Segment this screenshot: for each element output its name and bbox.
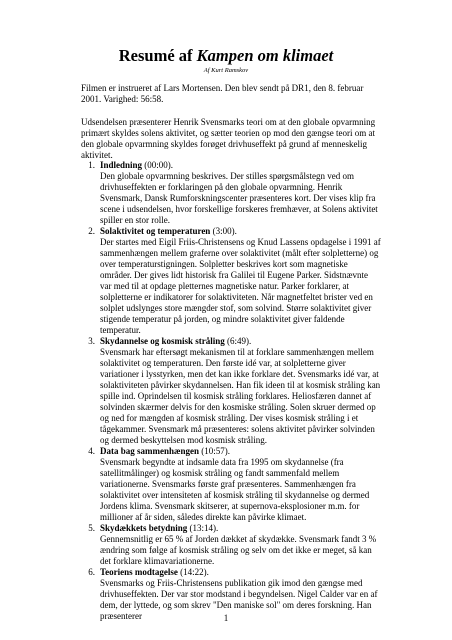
section-heading: Skydannelse og kosmisk stråling (100, 336, 225, 346)
title-italic: Kampen om klimaet (196, 46, 334, 65)
section-time: (6:49). (227, 336, 252, 346)
intro-paragraph: Filmen er instrueret af Lars Mortensen. Den blev sendt på DR1, den 8. februar 2001. Varighed: 56:58. (81, 83, 364, 104)
section-item (81, 523, 381, 567)
section-item (81, 336, 381, 446)
section-number: 3. (88, 336, 95, 346)
section-number: 5. (88, 523, 95, 533)
section-heading: Data bag sammenhængen (100, 446, 200, 456)
section-body: Gennemsnitlig er 65 % af Jorden dækket af skydække. Svensmark fandt 3 % ændring som følge af kosmisk stråling og selv om det ikke er meget, så kan det forklare klimavariationerne. (100, 534, 377, 566)
section-list (81, 160, 381, 622)
section-heading: Solaktivitet og temperaturen (100, 226, 211, 236)
section-time: (13:14). (189, 523, 219, 533)
section-item (81, 160, 381, 226)
title-prefix: Resumé af (118, 46, 197, 65)
author-line: Af Kurt Ramskov (203, 67, 249, 74)
section-body: Der startes med Eigil Friis-Christensens og Knud Lassens opdagelse i 1991 af sammenhængen mellem graferne over solaktivitet (målt efter solpletterne) og over temperaturstigningen. Solpletter beskrives kort som magnetiske områder. Der gives lidt historisk fra Galilei til Eugene Parker. Sidstnævnte var med til at opdage pletternes magnetiske natur. Parker forklarer, at solpletterne er indikatorer for solaktiviteten. Når magnetfeltet brister ved en solplet udslynges store mængder stof, som solvind. Større solaktivitet giver stigende temperatur på jorden, og mindre solaktivitet giver faldende temperatur. (100, 237, 381, 335)
section-time: (00:00). (144, 160, 174, 170)
section-number: 1. (88, 160, 95, 170)
section-item (81, 226, 381, 336)
summary-paragraph: Udsendelsen præsenterer Henrik Svensmarks teori om at den globale opvarmning primært skyldes solens aktivitet, og sætter teorien op mod den gængse teori om at den globale opvarmning skyldes forøget drivhuseffekt på grund af menneskelig aktivitet. (81, 117, 376, 160)
section-number: 2. (88, 226, 95, 236)
page-number: 1 (223, 613, 229, 623)
section-heading: Teoriens modtagelse (100, 567, 178, 577)
section-number: 6. (88, 567, 95, 577)
section-item (81, 446, 381, 523)
section-time: (10:57). (201, 446, 231, 456)
document-title (0, 47, 452, 65)
section-body: Svensmarks og Friis-Christensens publikation gik imod den gængse med drivhuseffekten. Der var stor modstand i begyndelsen. Nigel Calder var en af dem, der lyttede, og som skrev "Den maniske sol" om deres forskning. Han præsenterer (100, 578, 378, 621)
section-body: Den globale opvarmning beskrives. Der stilles spørgsmålstegn ved om drivhuseffekten er forklaringen på den globale opvarmning. Henrik Svensmark, Dansk Rumforskningscenter præsenteres kort. Der vises klip fra scene i udsendelsen, hvor forskellige forskeres fremhæver, at Solens aktivitet spiller en stor rolle. (100, 171, 378, 225)
section-body: Svensmark har eftersøgt mekanismen til at forklare sammenhængen mellem solaktivitet og temperaturen. Den første idé var, at solpletterne giver variationer i lysstyrken, men det kan ikke forklare det. Svensmarks idé var, at solaktiviteten påvirker skydannelsen. Han fik ideen til at kosmisk stråling kan spille ind. Oprindelsen til kosmisk stråling forklares. Heliosfæren dannet af solvinden skærmer delvis for den kosmiske stråling. Solen skruer dermed op og ned for mængden af kosmisk stråling. Der vises kosmisk stråling i et tågekammer. Svensmark må præsenteres: solens aktivitet påvirker solvinden og dermed beskyttelsen mod kosmisk stråling. (100, 347, 381, 445)
section-number: 4. (88, 446, 95, 456)
section-body: Svensmark begyndte at indsamle data fra 1995 om skydannelse (fra satellitmålinger) og kosmisk stråling og fandt sammenfald mellem variationerne. Svensmarks første graf præsenteres. Sammenhængen fra solaktivitet over intensiteten af kosmisk stråling til skydannelse og dermed Jordens klima. Svensmark skitserer, at supernova-eksplosioner m.m. for millioner af år siden, således direkte kan påvirke klimaet. (100, 457, 370, 522)
section-heading: Indledning (100, 160, 143, 170)
section-heading: Skydækkets betydning (100, 523, 188, 533)
section-time: (3:00). (212, 226, 237, 236)
section-time: (14:22). (180, 567, 209, 577)
